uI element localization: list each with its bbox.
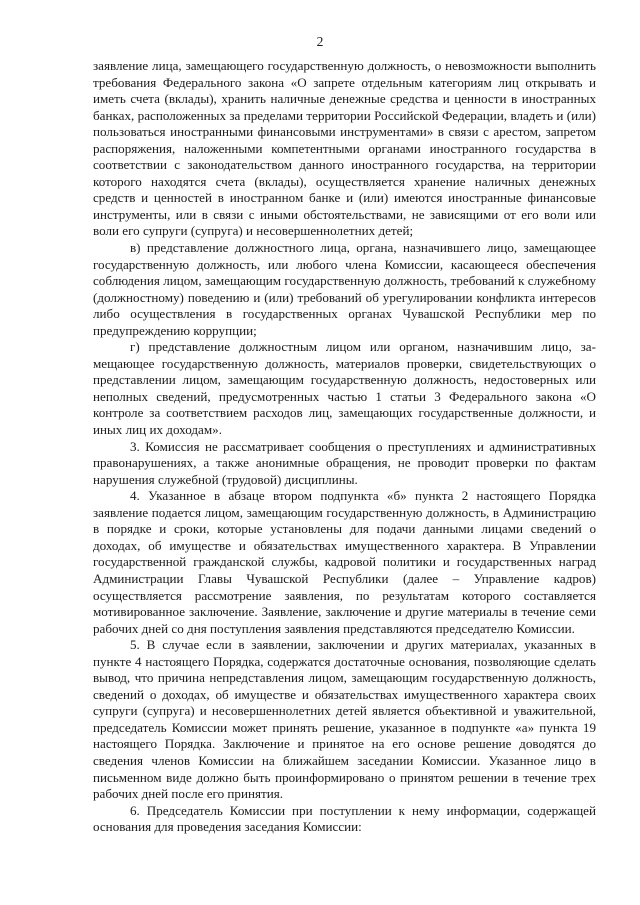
paragraph-6: 6. Председатель Комиссии при поступлении к нему информации, содержащей основания для проведения заседания Комиссии: xyxy=(93,802,596,835)
paragraph-item-v: в) представление должностного лица, органа, назначившего лицо, замещающее государственную должность, или любого члена Комиссии, касающееся обеспечения соблюдения лицом, замещающим государственную должность, требований к служебному (должностному) поведению и (или) требований об урегулировании конфликта интересов либо осуществления в государственных органах Чувашской Республики мер по предупреждению коррупции; xyxy=(93,240,596,338)
paragraph-3: 3. Комиссия не рассматривает сообщения о преступлениях и административных правонарушениях, а также анонимные обращения, не проводит проверки по фактам нарушения служебной (трудовой) дисциплины. xyxy=(93,438,596,487)
paragraph-5: 5. В случае если в заявлении, заключении и других материалах, указанных в пункте 4 настоящего Порядка, содержатся достаточные основания, позволяющие сделать вывод, что причина непредставления лицом, замещающим государственную должность, сведений о доходах, об имуществе и обязательствах имущественного характера своих супруги (супруга) и несовершеннолетних детей является объективной и уважительной, председатель Комиссии может принять решение, указанное в подпункте «а» пункта 19 настоящего Порядка. Заключение и принятое на его основе решение доводятся до сведения членов Комиссии на ближайшем заседании Комиссии. Указанное лицо в письменном виде должно быть проинформировано о принятом решении в течение трех рабочих дней после его принятия. xyxy=(93,637,596,802)
paragraph-continuation-b: заявление лица, замещающего государственную должность, о невозможности выполнить требования Федерального закона «О запрете отдельным категориям лиц открывать и иметь счета (вклады), хранить наличные денежные средства и ценности в иностранных банках, расположенных за пределами территории Российской Федерации, владеть и (или) пользоваться иностранными финансовыми инструментами» в связи с арестом, запретом распоряжения, наложенными компетентными органами иностранного государства в соответствии с законодательством данного иностранного государства, на территории которого находятся счета (вклады), осуществляется хранение наличных денежных средств и ценностей в иностранном банке и (или) имеются иностранные финансовые инструменты, или в связи с иными обстоятельствами, не зависящими от его воли или воли его супруги (супруга) и несовершеннолетних детей; xyxy=(93,58,596,239)
paragraph-4: 4. Указанное в абзаце втором подпункта «б» пункта 2 настоящего Порядка заявление подается лицом, замещающим государственную должность, в Администрацию в порядке и сроки, которые установлены для подачи данными лицами сведений о доходах, об имуществе и обязательствах имущественного характера. В Управлении государственной гражданской службы, кадровой политики и государственных наград Администрации Главы Чувашской Республики (далее – Управление кадров) осуществляется рассмотрение заявления, по результатам которого составляется мотивированное заключение. Заявление, заключение и другие материалы в течение семи рабочих дней со дня поступления заявления представляются председателю Комиссии. xyxy=(93,488,596,636)
paragraph-item-g: г) представление должностным лицом или органом, назначившим лицо, замещающее государственную должность, материалов проверки, свидетельствующих о представлении лицом, замещающим государственную должность, недостоверных или неполных сведений, предусмотренных частью 1 статьи 3 Федерального закона «О контроле за соответствием расходов лиц, замещающих государственные должности, и иных лиц их доходам». xyxy=(93,339,596,438)
document-body xyxy=(93,58,596,836)
page-number: 2 xyxy=(316,34,324,49)
